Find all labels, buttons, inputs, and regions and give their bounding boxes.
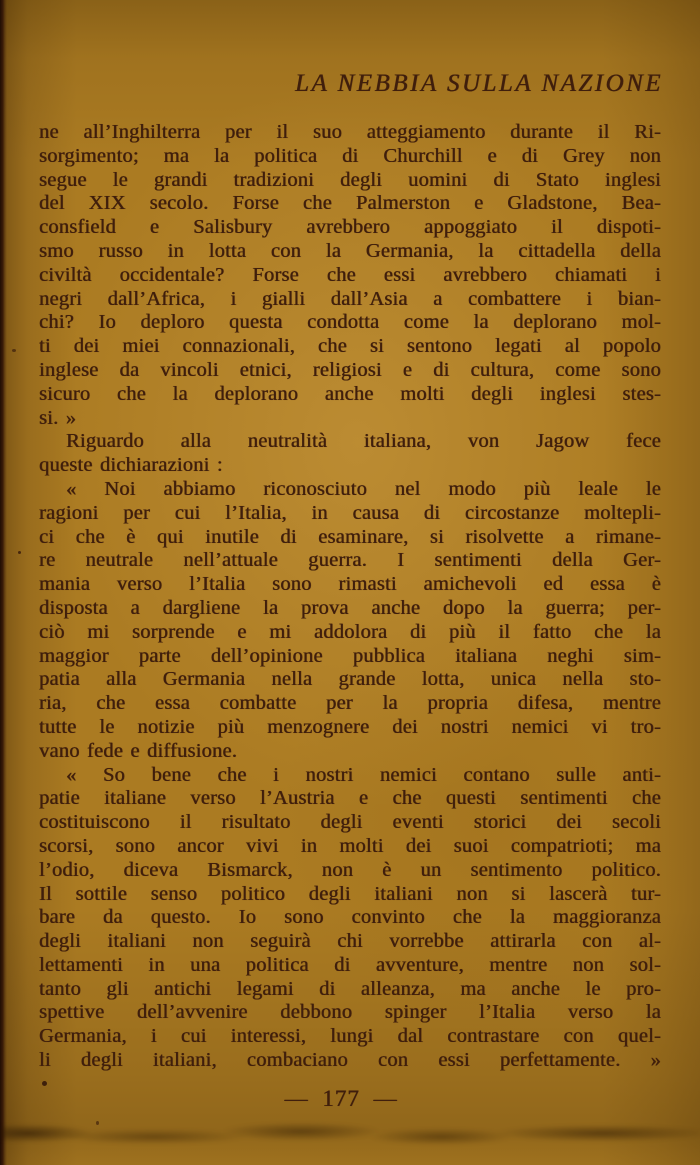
text-line: vano fede e diffusione.	[39, 739, 238, 762]
text-line: degli italiani non seguirà chi vorrebbe attirarla con al-	[39, 930, 661, 953]
text-line: sorgimento; ma la politica di Churchill e di Grey non	[39, 144, 661, 167]
text-line: ne all’Inghilterra per il suo atteggiamento durante il Ri-	[39, 121, 661, 143]
page-bottom-shadow	[0, 1118, 700, 1152]
text-line: segue le grandi tradizioni degli uomini di Stato inglesi	[39, 168, 661, 191]
text-line: bare da questo. Io sono convinto che la maggioranza	[39, 906, 661, 929]
ink-speck	[42, 1081, 47, 1086]
text-line: chi? Io deploro questa condotta come la deplorano mol-	[39, 311, 661, 334]
text-line: lettamenti in una politica di avventure, mentre non sol-	[39, 953, 661, 976]
text-line: Germania, i cui interessi, lungi dal contrastare con quel-	[39, 1025, 661, 1048]
text-line: maggior parte dell’opinione pubblica italiana neghi sim-	[39, 644, 661, 667]
text-line: civiltà occidentale? Forse che essi avrebbero chiamati i	[39, 263, 661, 286]
text-line: tanto gli antichi legami di alleanza, ma anche le pro-	[39, 977, 661, 1000]
text-line: si. »	[39, 406, 77, 429]
text-line: ragioni per cui l’Italia, in causa di circostanze moltepli-	[39, 501, 661, 524]
text-line: negri dall’Africa, i gialli dall’Asia a combattere i bian-	[39, 287, 661, 310]
text-line: scorsi, sono ancor vivi in molti dei suoi compatrioti; ma	[39, 834, 661, 857]
text-line: patie italiane verso l’Austria e che questi sentimenti che	[39, 787, 661, 810]
text-line: patia alla Germania nella grande lotta, unica nella sto-	[39, 668, 661, 691]
text-line: spettive dell’avvenire debbono spinger l’Italia verso la	[39, 1001, 661, 1024]
text-line: smo russo in lotta con la Germania, la cittadella della	[39, 239, 661, 262]
text-line: Il sottile senso politico degli italiani non si lascerà tur-	[39, 882, 661, 905]
text-line: costituiscono il risultato degli eventi storici dei secoli	[39, 811, 661, 834]
text-line: l’odio, diceva Bismarck, non è un sentimento politico.	[39, 858, 661, 881]
text-line: « Noi abbiamo riconosciuto nel modo più leale le	[66, 477, 661, 500]
text-line: ti dei miei connazionali, che si sentono legati al popolo	[39, 335, 661, 358]
text-line: del XIX secolo. Forse che Palmerston e Gladstone, Bea-	[39, 192, 661, 215]
text-line: mania verso l’Italia sono rimasti amichevoli ed essa è	[39, 573, 661, 596]
text-line: queste dichiarazioni :	[39, 454, 223, 477]
ink-speck	[96, 1121, 99, 1125]
text-line: li degli italiani, combaciano con essi perfettamente. »	[39, 1049, 661, 1072]
text-line: re neutrale nell’attuale guerra. I sentimenti della Ger-	[39, 549, 661, 572]
page-number: — 177 —	[284, 1086, 398, 1111]
ink-speck	[18, 551, 21, 554]
text-line: disposta a dargliene la prova anche dopo la guerra; per-	[39, 596, 661, 619]
text-line: consfield e Salisbury avrebbero appoggiato il dispoti-	[39, 216, 661, 239]
text-line: inglese da vincoli etnici, religiosi e di cultura, come sono	[39, 358, 661, 381]
text-line: Riguardo alla neutralità italiana, von Jagow fece	[66, 430, 661, 453]
text-line: ci che è qui inutile di esaminare, si risolvette a rimane-	[39, 525, 661, 548]
text-line: ciò mi sorprende e mi addolora di più il fatto che la	[39, 620, 661, 643]
ink-speck	[12, 349, 16, 352]
text-line: sicuro che la deplorano anche molti degli inglesi stes-	[39, 382, 661, 405]
running-header: LA NEBBIA SULLA NAZIONE	[295, 70, 663, 97]
text-line: ria, che essa combatte per la propria difesa, mentre	[39, 692, 661, 715]
page-left-edge-shadow	[0, 0, 7, 1165]
text-line: tutte le notizie più menzognere dei nostri nemici vi tro-	[39, 715, 661, 738]
page-text-block	[39, 121, 661, 1073]
text-line: « So bene che i nostri nemici contano sulle anti-	[66, 763, 661, 786]
